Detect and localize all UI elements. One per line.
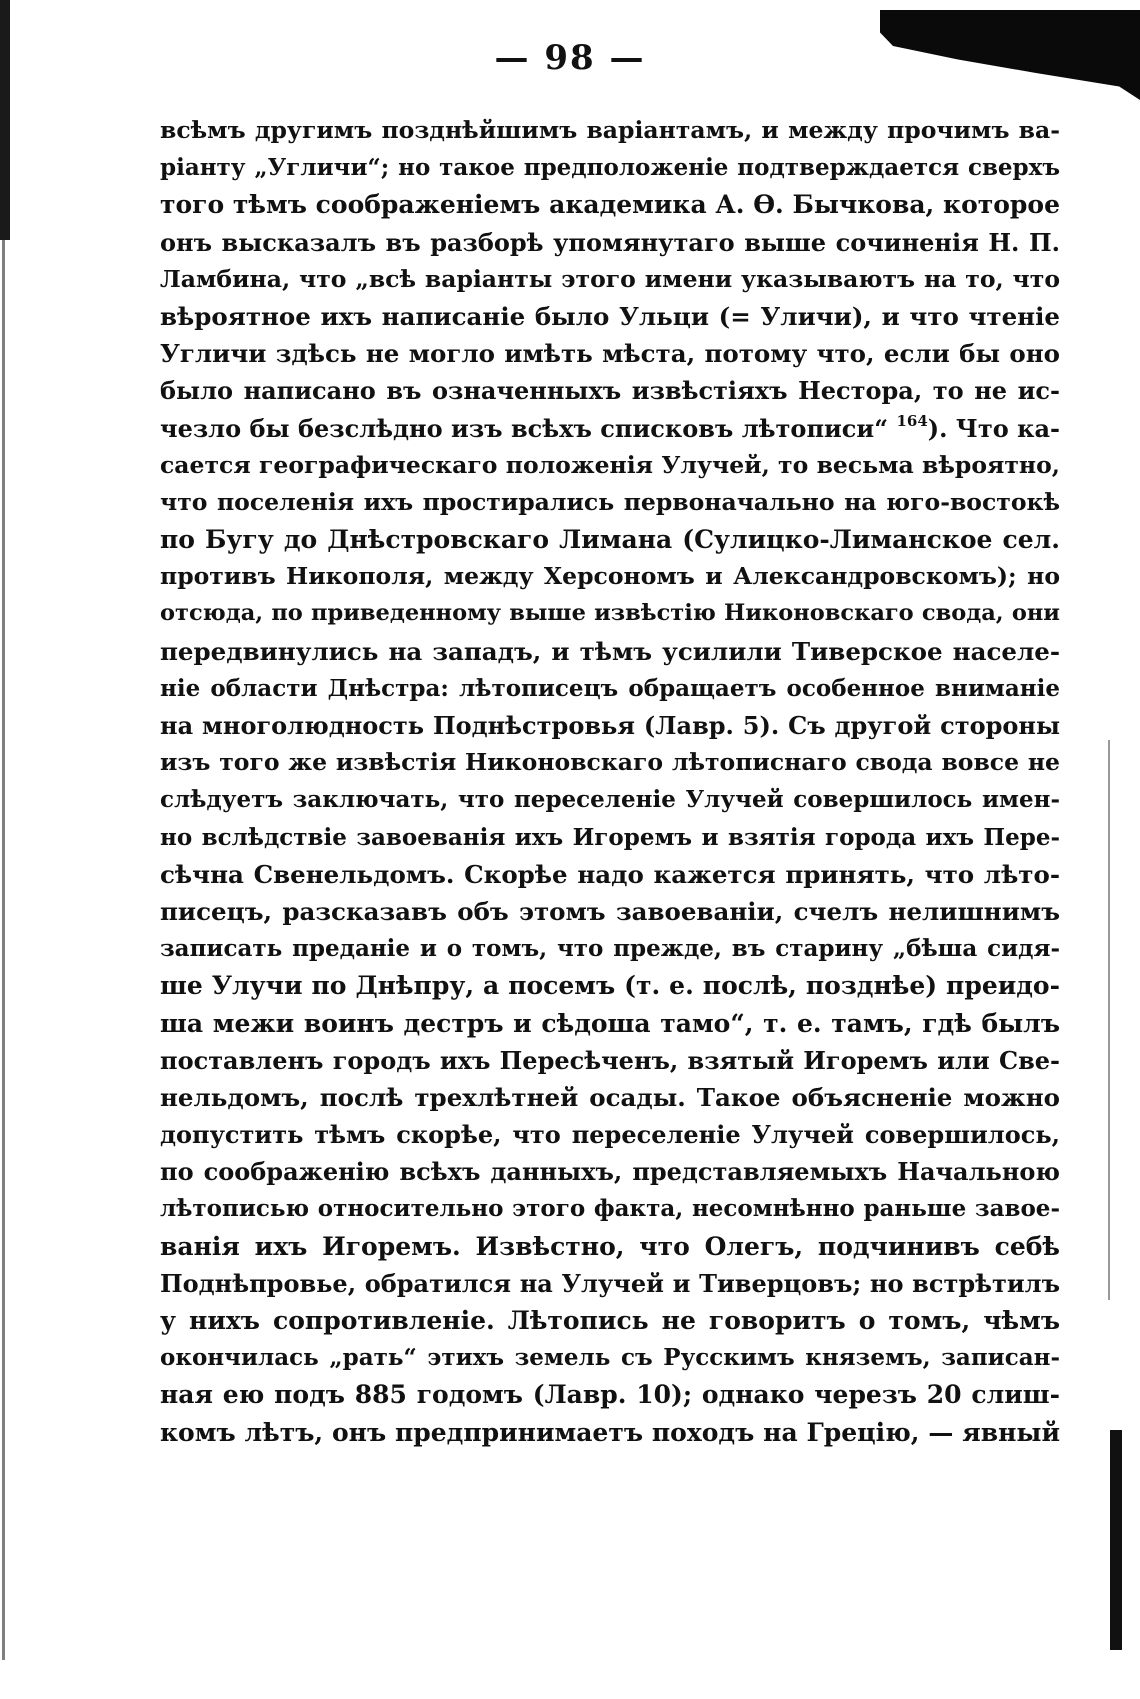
text-line-33: у нихъ сопротивленіе. Лѣтопись не говоритъ о томъ, чѣмъ bbox=[160, 1306, 1060, 1335]
text-line-6: вѣроятное ихъ написаніе было Ульци (= Уличи), и что чтеніе bbox=[160, 301, 1060, 331]
text-line-28: допустить тѣмъ скорѣе, что переселеніе Улучей совершилось, bbox=[160, 1120, 1060, 1150]
text-line-17: на многолюдность Поднѣстровья (Лавр. 5). Съ другой стороны bbox=[160, 711, 1060, 740]
text-line-5: Ламбина, что „всѣ варіанты этого имени указываютъ на то, что bbox=[160, 264, 1060, 293]
text-line-22: писецъ, разсказавъ объ этомъ завоеваніи, счелъ нелишнимъ bbox=[160, 896, 1060, 926]
text-line-19: слѣдуетъ заключать, что переселеніе Улучей совершилось имен- bbox=[160, 786, 1060, 814]
page-number: — 98 — bbox=[494, 38, 646, 78]
text-line-9-main: чезло бы безслѣдно изъ всѣхъ списковъ лѣтописи“ bbox=[160, 413, 889, 443]
text-line-31: ванія ихъ Игоремъ. Извѣстно, что Олегъ, подчинивъ себѣ bbox=[160, 1231, 1060, 1261]
text-line-23: записать преданіе и о томъ, что прежде, въ старину „бѣша сидя- bbox=[160, 935, 1060, 963]
text-line-14: отсюда, по приведенному выше извѣстію Никоновскаго свода, они bbox=[160, 600, 1060, 627]
scan-edge-right-shadow bbox=[1108, 740, 1110, 1300]
text-line-36: комъ лѣтъ, онъ предпринимаетъ походъ на Грецію, — явный bbox=[160, 1417, 1060, 1447]
text-line-9 bbox=[160, 410, 1060, 447]
text-line-4: онъ высказалъ въ разборѣ упомянутаго выше сочиненія Н. П. bbox=[160, 227, 1060, 257]
text-line-8: было написано въ означенныхъ извѣстіяхъ Нестора, то не ис- bbox=[160, 376, 1060, 406]
text-line-12: по Бугу до Днѣстровскаго Лимана (Сулицко-Лиманское сел. bbox=[160, 525, 1060, 555]
text-line-18: изъ того же извѣстія Никоновскаго лѣтописнаго свода вовсе не bbox=[160, 748, 1060, 777]
text-line-30: лѣтописью относительно этого факта, несомнѣнно раньше завое- bbox=[160, 1195, 1060, 1223]
text-line-21: сѣчна Свенельдомъ. Скорѣе надо кажется принять, что лѣто- bbox=[160, 859, 1060, 889]
text-line-20: но вслѣдствіе завоеванія ихъ Игоремъ и взятія города ихъ Пере- bbox=[160, 823, 1060, 851]
text-line-29: по соображенію всѣхъ данныхъ, представляемыхъ Начальною bbox=[160, 1157, 1060, 1187]
text-line-25: ша межи воинъ дестръ и сѣдоша тамо“, т. е. тамъ, гдѣ былъ bbox=[160, 1008, 1060, 1038]
text-line-7: Угличи здѣсь не могло имѣть мѣста, потому что, если бы оно bbox=[160, 339, 1060, 369]
text-line-34: окончилась „рать“ этихъ земель съ Русскимъ княземъ, записан- bbox=[160, 1344, 1060, 1372]
scan-edge-left-shadow bbox=[2, 240, 5, 1660]
text-line-1: всѣмъ другимъ позднѣйшимъ варіантамъ, и между прочимъ ва- bbox=[160, 116, 1060, 144]
text-line-35: ная ею подъ 885 годомъ (Лавр. 10); однако черезъ 20 слиш- bbox=[160, 1380, 1060, 1410]
footnote-ref: 164 bbox=[896, 411, 928, 430]
scan-edge-left bbox=[0, 0, 10, 240]
text-line-15: передвинулись на западъ, и тѣмъ усилили Тиверское населе- bbox=[160, 636, 1060, 666]
text-line-32: Поднѣпровье, обратился на Улучей и Тиверцовъ; но встрѣтилъ bbox=[160, 1268, 1060, 1298]
text-line-9-tail: ). Что ка- bbox=[927, 413, 1060, 443]
text-line-24: ше Улучи по Днѣпру, а посемъ (т. е. послѣ, позднѣе) преидо- bbox=[160, 971, 1060, 1001]
text-line-3: того тѣмъ соображеніемъ академика А. Ѳ. Бычкова, которое bbox=[160, 190, 1060, 220]
text-line-10: сается географическаго положенія Улучей, то весьма вѣроятно, bbox=[160, 450, 1060, 479]
scan-edge-right bbox=[1110, 1430, 1122, 1650]
text-line-11: что поселенія ихъ простирались первоначально на юго-востокѣ bbox=[160, 487, 1060, 516]
body-text bbox=[160, 112, 1060, 1451]
text-line-13: противъ Никополя, между Херсономъ и Александровскомъ); но bbox=[160, 562, 1060, 591]
text-line-27: нельдомъ, послѣ трехлѣтней осады. Такое объясненіе можно bbox=[160, 1082, 1060, 1112]
text-line-26: поставленъ городъ ихъ Пересѣченъ, взятый Игоремъ или Све- bbox=[160, 1045, 1060, 1075]
text-line-2: ріанту „Угличи“; но такое предположеніе подтверждается сверхъ bbox=[160, 154, 1060, 182]
text-line-16: ніе области Днѣстра: лѣтописецъ обращаетъ особенное вниманіе bbox=[160, 674, 1060, 702]
